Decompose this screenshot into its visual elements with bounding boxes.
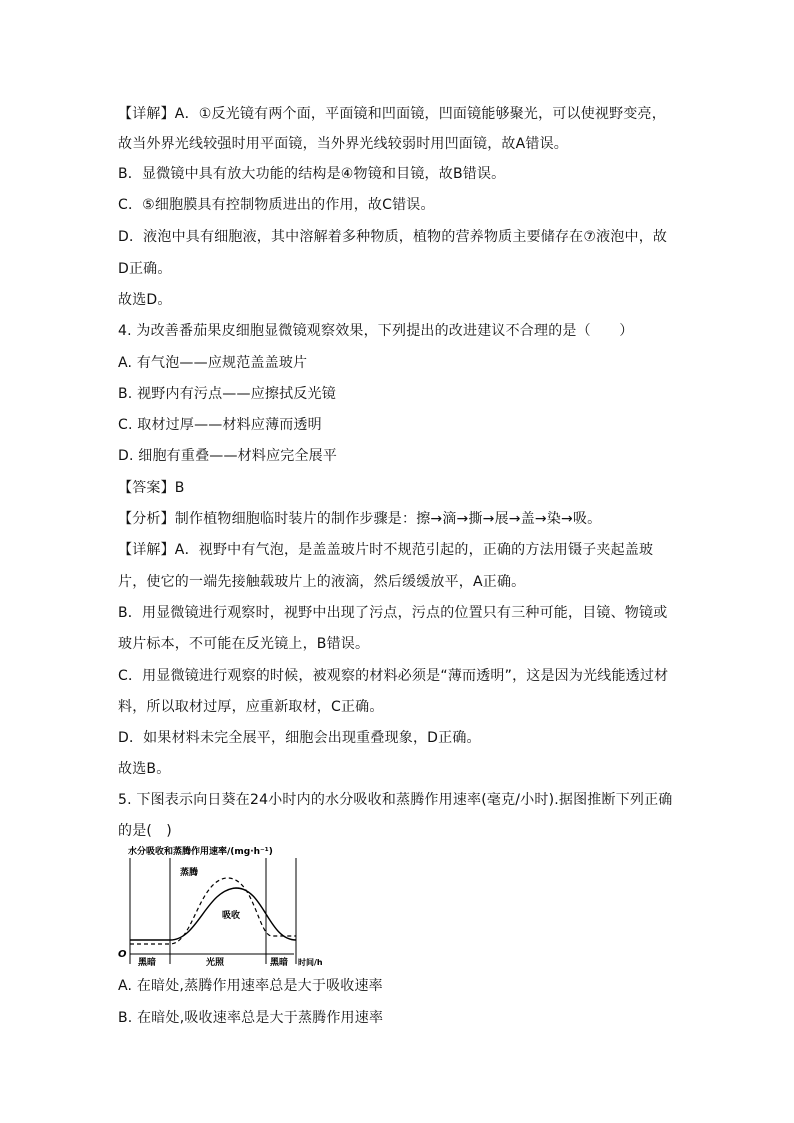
period-light: 光照 (206, 958, 225, 968)
q5-option-b: B. 在暗处,吸收速率总是大于蒸腾作用速率 (118, 1010, 384, 1026)
q4-analysis: 【分析】制作植物细胞临时装片的制作步骤是：擦→滴→撕→展→盖→染→吸。 (118, 511, 602, 527)
q5-stem-line2: 的是( ) (118, 823, 172, 839)
curve-transpiration (130, 878, 296, 944)
detail-q3-d2: D正确。 (118, 261, 172, 277)
q4-detail-line6: 料，所以取材过厚，应重新取材，C正确。 (118, 699, 384, 715)
q4-detail-line7: D．如果材料未完全展平，细胞会出现重叠现象，D正确。 (118, 730, 481, 746)
detail-q3-choice: 故选D。 (118, 292, 172, 308)
q4-stem: 4. 为改善番茄果皮细胞显微镜观察效果，下列提出的改进建议不合理的是（ ） (118, 323, 634, 339)
q5-figure (118, 840, 323, 970)
q4-option-c: C. 取材过厚——材料应薄而透明 (118, 417, 322, 433)
figure-origin-label: O (118, 949, 127, 960)
q4-detail-line3: B．用显微镜进行观察时，视野中出现了污点，污点的位置只有三种可能，目镜、物镜或 (118, 605, 668, 621)
period-dark-1: 黑暗 (138, 958, 157, 968)
label-transpiration: 蒸腾 (180, 868, 199, 878)
figure-x-axis-label: 时间/h (298, 958, 323, 967)
q4-detail-line2: 片，使它的一端先接触载玻片上的液滴，然后缓缓放平，A正确。 (118, 574, 526, 590)
q4-option-d: D. 细胞有重叠——材料应完全展平 (118, 448, 338, 464)
q5-stem-line1: 5. 下图表示向日葵在24小时内的水分吸收和蒸腾作用速率(毫克/小时).据图推断下列正确 (118, 792, 673, 808)
detail-q3-c: C．⑤细胞膜具有控制物质进出的作用，故C错误。 (118, 197, 435, 213)
period-dark-2: 黑暗 (270, 958, 289, 968)
q4-option-a: A. 有气泡——应规范盖盖玻片 (118, 355, 308, 371)
figure-y-axis-label: 水分吸收和蒸腾作用速率/(mg·h⁻¹) (128, 847, 273, 857)
q4-option-b: B. 视野内有污点——应擦拭反光镜 (118, 386, 336, 402)
q4-detail-line1: 【详解】A．视野中有气泡，是盖盖玻片时不规范引起的，正确的方法用镊子夹起盖玻 (118, 542, 654, 558)
q4-answer: 【答案】B (118, 480, 185, 496)
q4-detail-line5: C．用显微镜进行观察的时候，被观察的材料必须是“薄而透明”，这是因为光线能透过材 (118, 668, 669, 684)
detail-q3-line1: 【详解】A．①反光镜有两个面，平面镜和凹面镜，凹面镜能够聚光，可以使视野变亮， (118, 106, 666, 122)
detail-q3-line2: 故当外界光线较强时用平面镜，当外界光线较弱时用凹面镜，故A错误。 (118, 136, 568, 152)
q4-detail-line4: 玻片标本，不可能在反光镜上，B错误。 (118, 636, 370, 652)
q4-choice: 故选B。 (118, 761, 171, 777)
label-absorption: 吸收 (222, 911, 241, 921)
detail-q3-b: B．显微镜中具有放大功能的结构是④物镜和目镜，故B错误。 (118, 166, 506, 182)
q5-option-a: A. 在暗处,蒸腾作用速率总是大于吸收速率 (118, 978, 383, 994)
curve-absorption (130, 888, 296, 940)
detail-q3-d1: D．液泡中具有细胞液，其中溶解着多种物质，植物的营养物质主要储存在⑦液泡中，故 (118, 229, 668, 245)
